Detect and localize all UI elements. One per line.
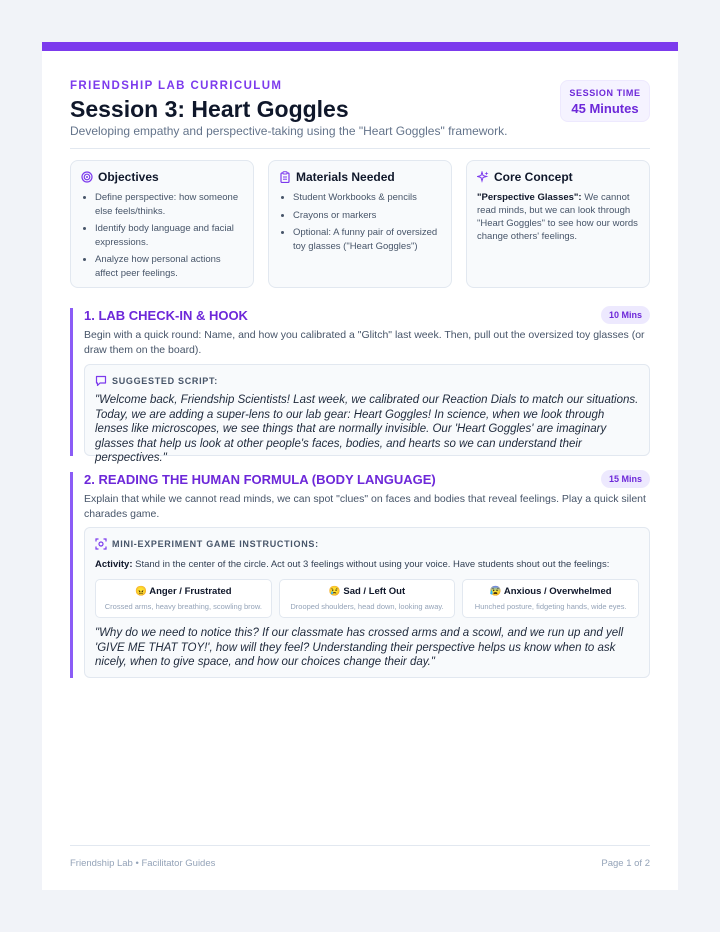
materials-title: Materials Needed — [296, 170, 395, 184]
list-item: • Student Workbooks & pencils — [293, 191, 441, 205]
angry-face-icon: 😠 — [135, 586, 147, 597]
section-check-in — [70, 308, 650, 464]
section-body: Explain that while we cannot read minds, we can spot "clues" on faces and bodies that reveal feelings. Play a quick silent charades game. — [84, 493, 646, 520]
feeling-description: Hunched posture, fidgeting hands, wide eyes. — [474, 602, 627, 611]
list-item: • Identify body language and facial expressions. — [95, 222, 243, 249]
feeling-name: Sad / Left Out — [343, 586, 406, 597]
section-heading: 2. READING THE HUMAN FORMULA (BODY LANGUAGE) — [84, 472, 436, 487]
objectives-title: Objectives — [98, 170, 159, 184]
feeling-name: Anxious / Overwhelmed — [503, 586, 612, 597]
session-time-label: SESSION TIME — [569, 88, 641, 98]
clipboard-icon — [279, 171, 291, 183]
target-icon — [81, 171, 93, 183]
script-label: SUGGESTED SCRIPT: — [112, 376, 218, 386]
core-concept-title: Core Concept — [494, 170, 573, 184]
feelings-grid — [95, 579, 639, 618]
summary-cards — [70, 160, 650, 288]
section-body-language — [70, 472, 650, 678]
core-concept-term: "Perspective Glasses": — [477, 192, 582, 203]
footer-left: Friendship Lab • Facilitator Guides — [70, 858, 216, 869]
speech-bubble-icon — [95, 375, 107, 387]
suggested-script-box — [84, 364, 650, 464]
materials-card — [268, 160, 452, 288]
objectives-list — [81, 191, 243, 280]
page-title: Session 3: Heart Goggles — [70, 96, 349, 122]
feeling-card — [95, 579, 272, 618]
sparkles-icon — [477, 171, 489, 183]
objectives-card — [70, 160, 254, 288]
game-quote: "Why do we need to notice this? If our classmate has crossed arms and a scowl, and we run up and yell 'GIVE ME THAT TOY!', how will they feel? Understanding their perspective helps us know when to ask nicely, when to give space, and how our choices change their day." — [95, 627, 624, 668]
activity-text — [95, 559, 639, 570]
feeling-card — [279, 579, 456, 618]
core-concept-description: We cannot read minds, but we can look through "Heart Goggles" to see how our words change others' feelings. — [477, 192, 638, 242]
feeling-description: Crossed arms, heavy breathing, scowling brow. — [104, 602, 262, 611]
list-item: • Optional: A funny pair of oversized toy glasses ("Heart Goggles") — [293, 226, 441, 253]
feeling-card — [462, 579, 639, 618]
duration-badge: 10 Mins — [601, 306, 650, 324]
sad-face-icon: 😢 — [328, 586, 341, 597]
experiment-icon — [95, 538, 107, 550]
materials-list — [279, 191, 441, 253]
core-concept-text — [477, 191, 639, 243]
list-item: • Crayons or markers — [293, 209, 441, 223]
core-concept-card — [466, 160, 650, 288]
duration-badge: 15 Mins — [601, 470, 650, 488]
activity-label: Activity: — [95, 559, 133, 570]
list-item: • Define perspective: how someone else feels/thinks. — [95, 191, 243, 218]
page-subtitle: Developing empathy and perspective-taking using the "Heart Goggles" framework. — [70, 124, 508, 138]
page-number: Page 1 of 2 — [601, 858, 650, 869]
section-body: Begin with a quick round: Name, and how you calibrated a "Glitch" last week. Then, pull out the oversized toy glasses (or draw them on the board). — [84, 329, 645, 356]
feeling-description: Drooped shoulders, head down, looking away. — [290, 602, 444, 611]
game-instructions-box — [84, 527, 650, 678]
list-item: • Analyze how personal actions affect peer feelings. — [95, 253, 243, 280]
document-page — [42, 42, 678, 890]
script-quote: "Welcome back, Friendship Scientists! Last week, we calibrated our Reaction Dials to match our situations. Today, we are adding a super-lens to our lab gear: Heart Goggles! In science, when we look through lenses like microscopes, we see things that are normally invisible. Our 'Heart Goggles' are imaginary glasses that help us look at other people's faces, bodies, and hearts so we can understand their perspectives." — [95, 394, 639, 464]
game-label: MINI-EXPERIMENT GAME INSTRUCTIONS: — [112, 539, 319, 549]
section-heading: 1. LAB CHECK-IN & HOOK — [84, 308, 248, 323]
anxious-face-icon: 😰 — [489, 586, 502, 597]
session-time-box — [560, 80, 650, 122]
feeling-name: Anger / Frustrated — [149, 586, 232, 597]
activity-description: Stand in the center of the circle. Act out 3 feelings without using your voice. Have students shout out the feelings: — [132, 559, 610, 570]
header-divider — [70, 148, 650, 149]
session-time-value: 45 Minutes — [571, 101, 639, 116]
footer-divider — [70, 845, 650, 846]
curriculum-eyebrow: FRIENDSHIP LAB CURRICULUM — [70, 80, 283, 92]
